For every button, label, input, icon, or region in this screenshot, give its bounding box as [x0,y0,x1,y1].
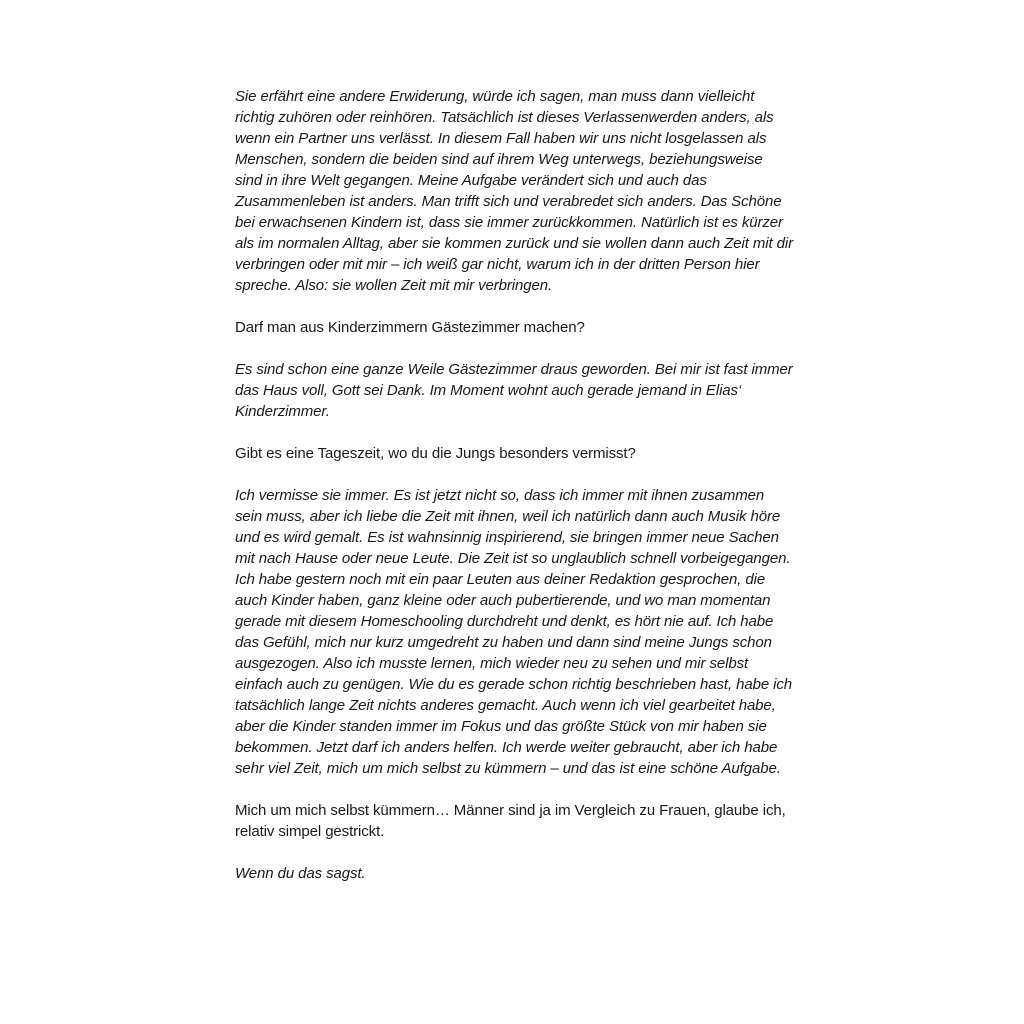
question-paragraph-3: Mich um mich selbst kümmern… Männer sind ja im Vergleich zu Frauen, glaube ich, relativ simpel gestrickt. [235,802,790,840]
answer-paragraph-4: Wenn du das sagst. [235,865,366,882]
answer-paragraph-3: Ich vermisse sie immer. Es ist jetzt nicht so, dass ich immer mit ihnen zusammen sein muss, aber ich liebe die Zeit mit ihnen, weil ich natürlich dann auch Musik höre und es wird gemalt. Es ist wahnsinnig inspirierend, sie bringen immer neue Sachen mit nach Hause oder neue Leute. Die Zeit ist so unglaublich schnell vorbeigegangen. Ich habe gestern noch mit ein paar Leuten aus deiner Redaktion gesprochen, die auch Kinder haben, ganz kleine oder auch pubertierende, und wo man momentan gerade mit diesem Homeschooling durchdreht und denkt, es hört nie auf. Ich habe das Gefühl, mich nur kurz umgedreht zu haben und dann sind meine Jungs schon ausgezogen. Also ich musste lernen, mich wieder neu zu sehen und mir selbst einfach auch zu genügen. Wie du es gerade schon richtig beschrieben hast, habe ich tatsächlich lange Zeit nichts anderes gemacht. Auch wenn ich viel gearbeitet habe, aber die Kinder standen immer im Fokus und das größte Stück von mir haben sie bekommen. Jetzt darf ich anders helfen. Ich werde weiter gebraucht, aber ich habe sehr viel Zeit, mich um mich selbst zu kümmern – und das ist eine schöne Aufgabe. [235,487,797,777]
question-paragraph-2: Gibt es eine Tageszeit, wo du die Jungs besonders vermisst? [235,445,636,462]
answer-paragraph-1: Sie erfährt eine andere Erwiderung, würde ich sagen, man muss dann vielleicht richtig zuhören oder reinhören. Tatsächlich ist dieses Verlassenwerden anders, als wenn ein Partner uns verlässt. In diesem Fall haben wir uns nicht losgelassen als Menschen, sondern die beiden sind auf ihrem Weg unterwegs, beziehungsweise sind in ihre Welt gegangen. Meine Aufgabe verändert sich und auch das Zusammenleben ist anders. Man trifft sich und verabredet sich anders. Das Schöne bei erwachsenen Kindern ist, dass sie immer zurückkommen. Natürlich ist es kürzer als im normalen Alltag, aber sie kommen zurück und sie wollen dann auch Zeit mit dir verbringen oder mit mir – ich weiß gar nicht, warum ich in der dritten Person hier spreche. Also: sie wollen Zeit mit mir verbringen. [235,88,798,294]
text-column [235,86,798,884]
question-paragraph-1: Darf man aus Kinderzimmern Gästezimmer machen? [235,319,585,336]
answer-paragraph-2: Es sind schon eine ganze Weile Gästezimmer draus geworden. Bei mir ist fast immer das Haus voll, Gott sei Dank. Im Moment wohnt auch gerade jemand in Elias‘ Kinderzimmer. [235,361,797,420]
